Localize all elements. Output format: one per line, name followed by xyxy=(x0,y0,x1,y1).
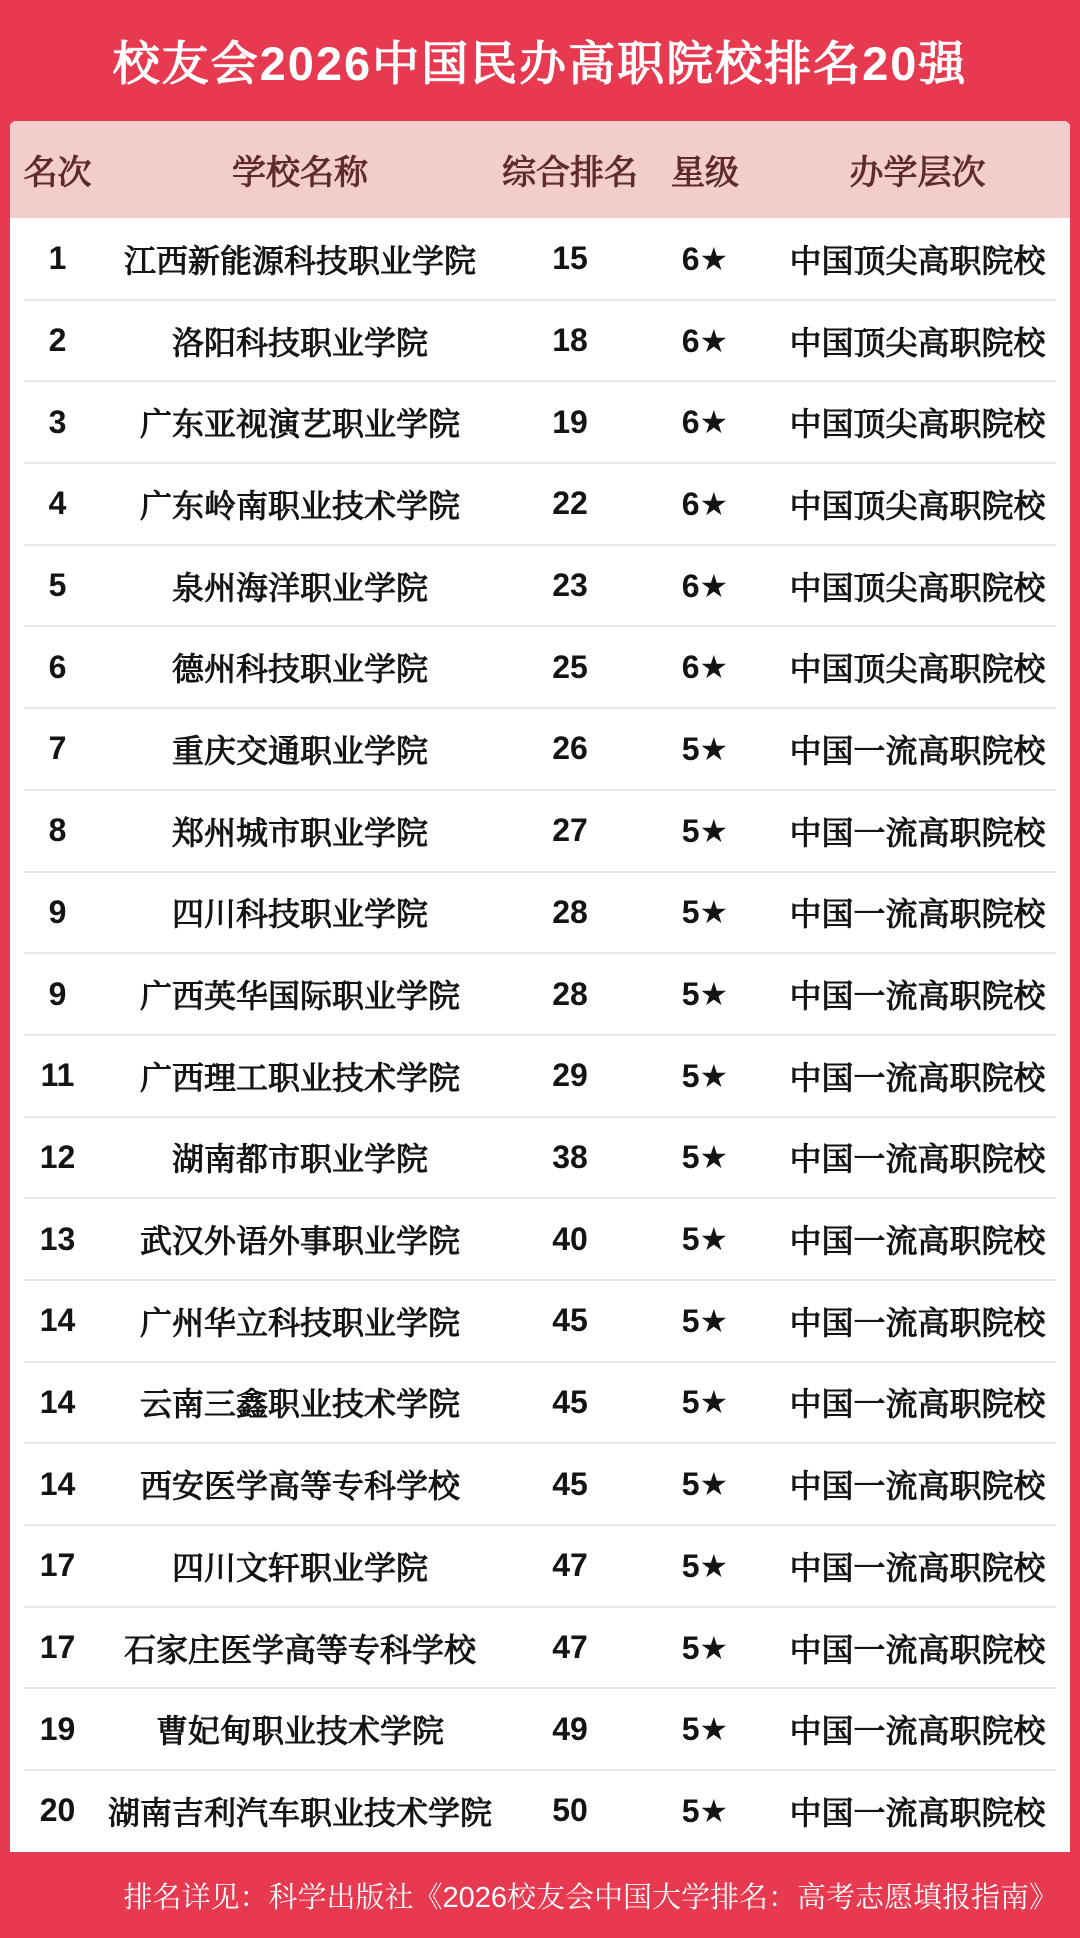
ranking-table xyxy=(10,121,1070,1852)
column-header-star-level: 星级 xyxy=(671,154,739,192)
table-row xyxy=(10,463,1070,545)
column-header-school-level: 办学层次 xyxy=(849,154,986,192)
cell-school-level: 中国一流高职院校 xyxy=(789,814,1046,851)
cell-school-name: 湖南都市职业学院 xyxy=(171,1141,428,1178)
table-row xyxy=(10,708,1070,790)
footer-note: 排名详见：科学出版社《2026校友会中国大学排名：高考志愿填报指南》 xyxy=(123,1881,1058,1914)
table-row xyxy=(10,872,1070,954)
cell-star-level: 5★ xyxy=(681,1057,729,1094)
cell-school-level: 中国顶尖高职院校 xyxy=(789,324,1046,361)
cell-overall-rank: 49 xyxy=(552,1710,588,1747)
cell-star-level: 6★ xyxy=(681,485,729,522)
cell-school-name: 郑州城市职业学院 xyxy=(171,814,428,851)
cell-school-name: 四川科技职业学院 xyxy=(171,896,428,933)
cell-school-level: 中国一流高职院校 xyxy=(789,978,1046,1015)
cell-school-level: 中国顶尖高职院校 xyxy=(789,569,1046,606)
column-header-rank: 名次 xyxy=(23,154,92,192)
cell-school-level: 中国一流高职院校 xyxy=(789,1141,1046,1178)
cell-rank: 19 xyxy=(39,1710,76,1747)
cell-overall-rank: 25 xyxy=(552,648,588,685)
table-row xyxy=(10,1362,1070,1444)
column-header-school-name: 学校名称 xyxy=(232,154,368,192)
cell-rank: 2 xyxy=(48,322,67,359)
cell-star-level: 5★ xyxy=(681,1221,729,1258)
cell-star-level: 5★ xyxy=(681,1466,729,1503)
cell-overall-rank: 47 xyxy=(552,1547,588,1584)
cell-rank: 5 xyxy=(48,567,67,604)
cell-star-level: 5★ xyxy=(681,1384,729,1421)
cell-rank: 17 xyxy=(39,1629,76,1666)
cell-school-level: 中国一流高职院校 xyxy=(789,1631,1046,1668)
cell-star-level: 5★ xyxy=(681,730,729,767)
cell-school-level: 中国一流高职院校 xyxy=(789,1304,1046,1341)
cell-overall-rank: 26 xyxy=(552,730,588,767)
cell-school-level: 中国一流高职院校 xyxy=(789,1794,1046,1831)
cell-star-level: 5★ xyxy=(681,894,729,931)
cell-school-name: 广东岭南职业技术学院 xyxy=(139,487,460,524)
cell-school-name: 云南三鑫职业技术学院 xyxy=(139,1386,460,1423)
table-row xyxy=(10,1688,1070,1770)
cell-school-name: 广东亚视演艺职业学院 xyxy=(139,406,460,443)
cell-school-name: 江西新能源科技职业学院 xyxy=(123,242,476,279)
cell-star-level: 6★ xyxy=(681,404,729,441)
cell-school-level: 中国一流高职院校 xyxy=(789,896,1046,933)
cell-school-name: 德州科技职业学院 xyxy=(171,651,428,688)
cell-school-level: 中国顶尖高职院校 xyxy=(789,487,1046,524)
table-row xyxy=(10,1035,1070,1117)
cell-star-level: 6★ xyxy=(681,649,729,686)
cell-rank: 4 xyxy=(48,485,67,522)
cell-rank: 6 xyxy=(48,648,67,685)
column-header-overall-rank: 综合排名 xyxy=(502,154,638,192)
cell-overall-rank: 45 xyxy=(552,1302,588,1339)
cell-star-level: 5★ xyxy=(681,1711,729,1748)
cell-rank: 12 xyxy=(39,1138,76,1175)
cell-star-level: 6★ xyxy=(681,567,729,604)
cell-overall-rank: 38 xyxy=(552,1138,588,1175)
cell-school-level: 中国一流高职院校 xyxy=(789,1549,1046,1586)
cell-school-name: 洛阳科技职业学院 xyxy=(171,324,428,361)
cell-rank: 7 xyxy=(48,730,67,767)
cell-overall-rank: 18 xyxy=(552,322,588,359)
table-row xyxy=(10,381,1070,463)
table-row xyxy=(10,1525,1070,1607)
cell-school-name: 武汉外语外事职业学院 xyxy=(139,1223,460,1260)
cell-school-name: 石家庄医学高等专科学校 xyxy=(123,1631,476,1668)
cell-school-level: 中国顶尖高职院校 xyxy=(789,651,1046,688)
cell-star-level: 5★ xyxy=(681,1302,729,1339)
cell-overall-rank: 23 xyxy=(552,567,588,604)
table-row xyxy=(10,1117,1070,1199)
table-row xyxy=(10,626,1070,708)
cell-star-level: 5★ xyxy=(681,1792,729,1829)
cell-overall-rank: 45 xyxy=(552,1383,588,1420)
table-row xyxy=(10,1607,1070,1689)
footer-bar xyxy=(0,1852,1080,1938)
table-header-row xyxy=(10,121,1070,218)
table-row xyxy=(10,790,1070,872)
cell-overall-rank: 22 xyxy=(552,485,588,522)
cell-school-name: 四川文轩职业学院 xyxy=(171,1549,428,1586)
page-title: 校友会2026中国民办高职院校排名20强 xyxy=(112,37,968,90)
cell-star-level: 5★ xyxy=(681,1139,729,1176)
cell-school-name: 重庆交通职业学院 xyxy=(171,732,428,769)
cell-school-name: 广西理工职业技术学院 xyxy=(139,1059,460,1096)
cell-school-level: 中国顶尖高职院校 xyxy=(789,242,1046,279)
cell-star-level: 5★ xyxy=(681,1629,729,1666)
cell-rank: 14 xyxy=(39,1465,76,1502)
table-row xyxy=(10,218,1070,300)
title-bar xyxy=(0,0,1080,121)
cell-rank: 1 xyxy=(48,240,67,277)
cell-rank: 9 xyxy=(48,975,67,1012)
table-row xyxy=(10,300,1070,382)
cell-rank: 14 xyxy=(39,1302,76,1339)
cell-star-level: 5★ xyxy=(681,1547,729,1584)
cell-star-level: 5★ xyxy=(681,812,729,849)
cell-school-level: 中国一流高职院校 xyxy=(789,1059,1046,1096)
cell-school-level: 中国顶尖高职院校 xyxy=(789,406,1046,443)
cell-rank: 8 xyxy=(48,812,67,849)
cell-star-level: 6★ xyxy=(681,322,729,359)
cell-overall-rank: 15 xyxy=(552,240,588,277)
cell-overall-rank: 28 xyxy=(552,975,588,1012)
cell-rank: 11 xyxy=(40,1057,75,1094)
cell-overall-rank: 47 xyxy=(552,1629,588,1666)
cell-overall-rank: 40 xyxy=(552,1220,588,1257)
table-row xyxy=(10,545,1070,627)
cell-overall-rank: 29 xyxy=(552,1057,588,1094)
cell-overall-rank: 50 xyxy=(552,1792,588,1829)
cell-star-level: 5★ xyxy=(681,976,729,1013)
cell-star-level: 6★ xyxy=(681,240,729,277)
table-row xyxy=(10,1770,1070,1852)
cell-rank: 13 xyxy=(39,1220,76,1257)
cell-school-level: 中国一流高职院校 xyxy=(789,1713,1046,1750)
cell-overall-rank: 28 xyxy=(552,893,588,930)
cell-overall-rank: 27 xyxy=(552,812,588,849)
cell-rank: 20 xyxy=(39,1792,76,1829)
cell-school-name: 广西英华国际职业学院 xyxy=(139,978,460,1015)
cell-school-name: 西安医学高等专科学校 xyxy=(139,1468,460,1505)
table-body xyxy=(10,218,1070,1852)
cell-school-level: 中国一流高职院校 xyxy=(789,732,1046,769)
cell-overall-rank: 19 xyxy=(552,403,588,440)
cell-school-level: 中国一流高职院校 xyxy=(789,1468,1046,1505)
cell-school-level: 中国一流高职院校 xyxy=(789,1386,1046,1423)
cell-school-name: 泉州海洋职业学院 xyxy=(171,569,428,606)
cell-school-name: 湖南吉利汽车职业技术学院 xyxy=(107,1794,492,1831)
cell-school-level: 中国一流高职院校 xyxy=(789,1223,1046,1260)
cell-rank: 3 xyxy=(48,403,67,440)
cell-overall-rank: 45 xyxy=(552,1465,588,1502)
cell-rank: 9 xyxy=(48,893,67,930)
table-row xyxy=(10,1280,1070,1362)
table-row xyxy=(10,953,1070,1035)
cell-school-name: 曹妃甸职业技术学院 xyxy=(155,1713,444,1750)
table-row xyxy=(10,1198,1070,1280)
cell-school-name: 广州华立科技职业学院 xyxy=(139,1304,460,1341)
cell-rank: 17 xyxy=(39,1547,76,1584)
cell-rank: 14 xyxy=(39,1383,76,1420)
table-row xyxy=(10,1443,1070,1525)
